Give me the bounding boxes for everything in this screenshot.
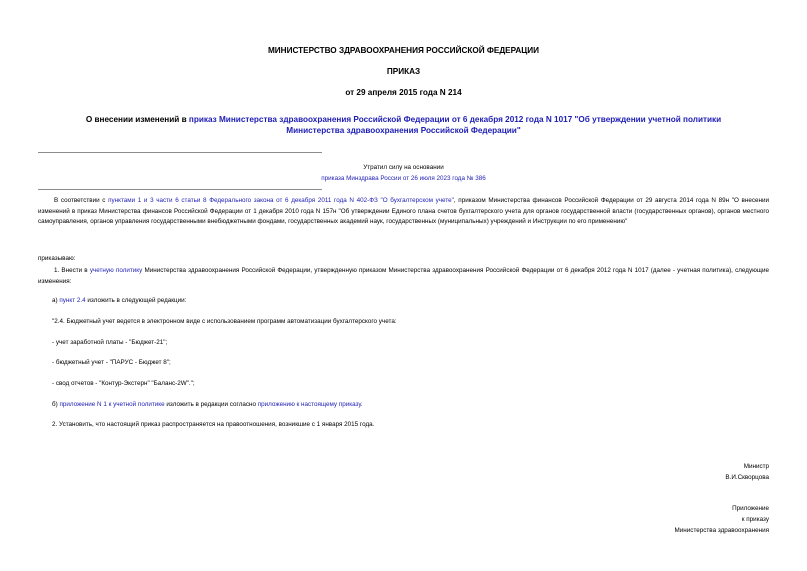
order-word: приказываю: [38,255,76,262]
item-b [52,400,363,410]
item-b-order-appendix-link[interactable]: приложению к настоящему приказу [257,401,361,408]
appendix-label: Приложение [732,505,769,512]
status-note [230,162,577,184]
signature-name: В.И.Скворцова [725,474,769,481]
preamble-paragraph [38,196,769,228]
item-1-text-2: Министерства здравоохранения Российской Федерации, утвержденную приказом Министерства здравоохранения Российской Федерации от 6 декабря 2012 года N 1017 (далее - учетная политика), следующие изменения: [38,267,770,285]
doc-date: от 29 апреля 2015 года N 214 [345,88,462,97]
item-b-text-3: . [360,401,363,408]
list-item: - бюджетный учет - "ПАРУС - Бюджет 8"; [52,359,171,366]
item-a-text-2: изложить в следующей редакции: [85,297,187,304]
item-1-text-1: 1. Внести в [54,267,90,274]
item-a-text-1: а) [52,297,60,304]
item-a-link[interactable]: пункт 2.4 [59,297,86,304]
signature-position: Министр [743,463,769,470]
item-2: 2. Установить, что настоящий приказ распространяется на правоотношения, возникшие с 1 января 2015 года. [52,421,375,428]
top-divider [38,152,322,153]
appendix-to-order: к приказу [741,516,769,523]
doc-type-heading: ПРИКАЗ [386,67,421,76]
preamble-law-link[interactable]: пунктами 1 и 3 части 6 статьи 8 Федерального закона от 6 декабря 2011 года N 402-ФЗ "О бухгалтерском учете" [108,197,454,204]
preamble-text-1: В соответствии с [54,197,109,204]
ministry-heading: МИНИСТЕРСТВО ЗДРАВООХРАНЕНИЯ РОССИЙСКОЙ ФЕДЕРАЦИИ [267,46,540,55]
status-note-text: Утратил силу на основании [363,164,444,171]
item-b-text-2: изложить в редакции согласно [164,401,258,408]
item-b-text-1: б) [52,401,60,408]
item-b-appendix-link[interactable]: приложение N 1 к учетной политике [59,401,165,408]
item-a [52,296,186,306]
list-item: - учет заработной платы - "Бюджет-21"; [52,339,168,346]
item-1-paragraph [38,266,769,287]
quote-intro: "2.4. Бюджетный учет ведется в электронном виде с использованием программ автоматизации бухгалтерского учета: [52,318,397,325]
doc-title [60,115,747,136]
appendix-ministry: Министерства здравоохранения [674,527,769,534]
list-item: - свод отчетов - "Контур-Экстерн" "Баланс-2W"."; [52,380,195,387]
preamble-text-2: , приказом Министерства финансов Российской Федерации от 29 августа 2014 года N 89н "О внесении изменений в приказ Министерства финансов Российской Федерации от 1 декабря 2010 года N 157н "Об утверждении Единого плана счетов бухгалтерского учета для органов государственной власти (государственных органов), органов местного самоуправления, органов управления государственными внебюджетными фондами, государственных академий наук, государственных (муниципальных) учреждений и Инструкции по его применению" [38,197,769,225]
doc-title-prefix: О внесении изменений в [85,115,189,124]
bottom-divider [38,189,322,190]
doc-title-link[interactable]: приказ Министерства здравоохранения Российской Федерации от 6 декабря 2012 года N 1017 "Об утверждении учетной политики Министерства здравоохранения Российской Федерации" [188,115,722,135]
status-note-link[interactable]: приказа Минздрава России от 26 июля 2023 года № 386 [321,175,486,182]
item-1-policy-link[interactable]: учетную политику [89,267,143,274]
